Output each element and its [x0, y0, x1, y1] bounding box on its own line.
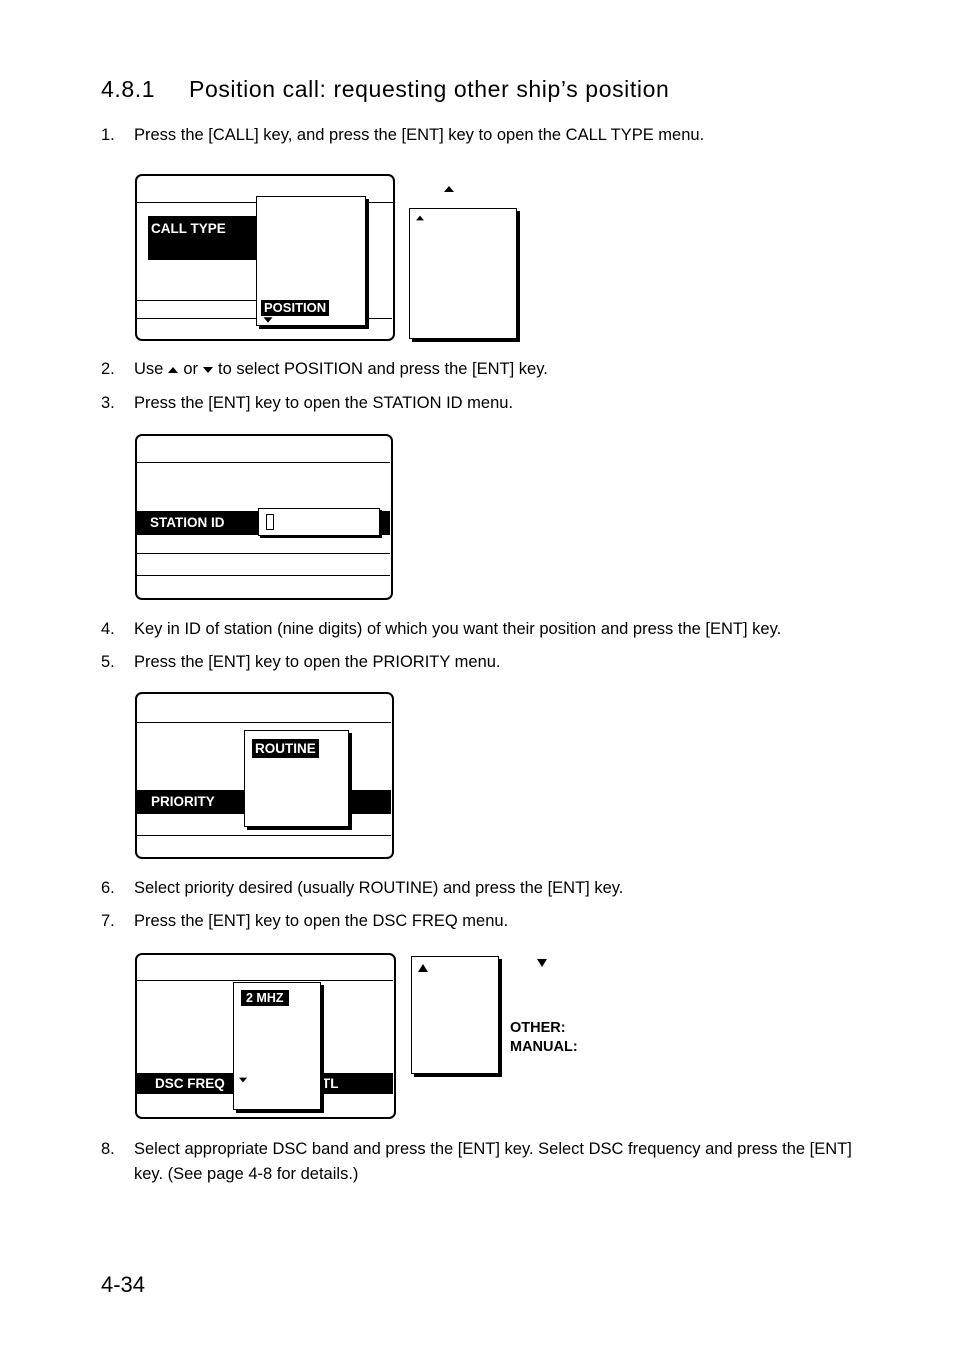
priority-screen: [135, 692, 394, 859]
note-manual: MANUAL:: [510, 1039, 578, 1055]
triangle-down-icon: [537, 959, 547, 967]
station-id-screen: [135, 434, 393, 600]
dsc-freq-screen: [135, 953, 396, 1119]
section-heading: [101, 76, 669, 103]
priority-popup[interactable]: [244, 730, 349, 827]
section-title: Position call: requesting other ship’s position: [189, 76, 670, 102]
menu-label-station-id: STATION ID: [137, 511, 390, 535]
divider: [137, 462, 390, 463]
cursor-icon: [266, 514, 274, 530]
call-type-list-panel: [409, 208, 517, 339]
divider: [137, 300, 257, 301]
step-8: [101, 1137, 861, 1187]
selected-item-2mhz[interactable]: 2 MHZ: [241, 990, 289, 1006]
step-text: Press the [ENT] key to open the STATION ID menu.: [134, 394, 514, 412]
selected-item-position[interactable]: POSITION: [261, 300, 329, 316]
step-number: 1.: [101, 126, 115, 144]
step-text-c: to select POSITION and press the [ENT] key.: [218, 360, 548, 378]
divider: [137, 202, 257, 203]
menu-label-call-type: CALL TYPE: [148, 216, 258, 260]
triangle-up-icon: [418, 964, 428, 972]
trailing-label: TL: [322, 1076, 339, 1091]
step-text: Key in ID of station (nine digits) of which you want their position and press the [ENT] key.: [134, 620, 782, 638]
step-text: Select priority desired (usually ROUTINE) and press the [ENT] key.: [134, 879, 624, 897]
step-text-a: Use: [134, 360, 164, 378]
dsc-band-list-panel: [411, 956, 499, 1074]
divider: [137, 553, 390, 554]
scroll-down-icon: [264, 317, 273, 322]
divider: [137, 835, 391, 836]
triangle-down-icon: [239, 1078, 247, 1083]
step-number: 4.: [101, 620, 115, 638]
step-number: 2.: [101, 360, 115, 378]
divider: [365, 202, 393, 203]
divider: [137, 575, 390, 576]
triangle-down-icon: [203, 367, 213, 373]
page-number: 4-34: [101, 1272, 146, 1297]
triangle-up-icon: [416, 216, 424, 221]
triangle-up-icon: [168, 367, 178, 373]
call-type-popup[interactable]: [256, 196, 366, 326]
station-id-input[interactable]: [258, 508, 380, 536]
selected-item-routine[interactable]: ROUTINE: [252, 739, 319, 758]
step-text-b: or: [183, 360, 199, 378]
divider: [137, 980, 393, 981]
menu-label-dsc-freq: DSC FREQ: [137, 1073, 393, 1094]
divider: [137, 722, 391, 723]
step-text: Press the [CALL] key, and press the [ENT] key to open the CALL TYPE menu.: [134, 126, 705, 144]
step-number: 5.: [101, 653, 115, 671]
menu-label-priority: PRIORITY: [137, 790, 391, 814]
call-type-screen: [135, 174, 395, 341]
step-number: 6.: [101, 879, 115, 897]
dsc-band-popup[interactable]: [233, 982, 321, 1110]
triangle-up-icon: [444, 186, 454, 192]
step-text: Press the [ENT] key to open the DSC FREQ menu.: [134, 912, 509, 930]
step-number: 7.: [101, 912, 115, 930]
section-number: 4.8.1: [101, 76, 156, 102]
step-text: [134, 357, 861, 382]
step-number: 8.: [101, 1140, 115, 1158]
step-text: Select appropriate DSC band and press the [ENT] key. Select DSC frequency and press the [ENT] key. (See page 4-8 for details.): [134, 1140, 852, 1183]
step-text: Press the [ENT] key to open the PRIORITY menu.: [134, 653, 501, 671]
note-other: OTHER:: [510, 1020, 566, 1036]
step-number: 3.: [101, 394, 115, 412]
